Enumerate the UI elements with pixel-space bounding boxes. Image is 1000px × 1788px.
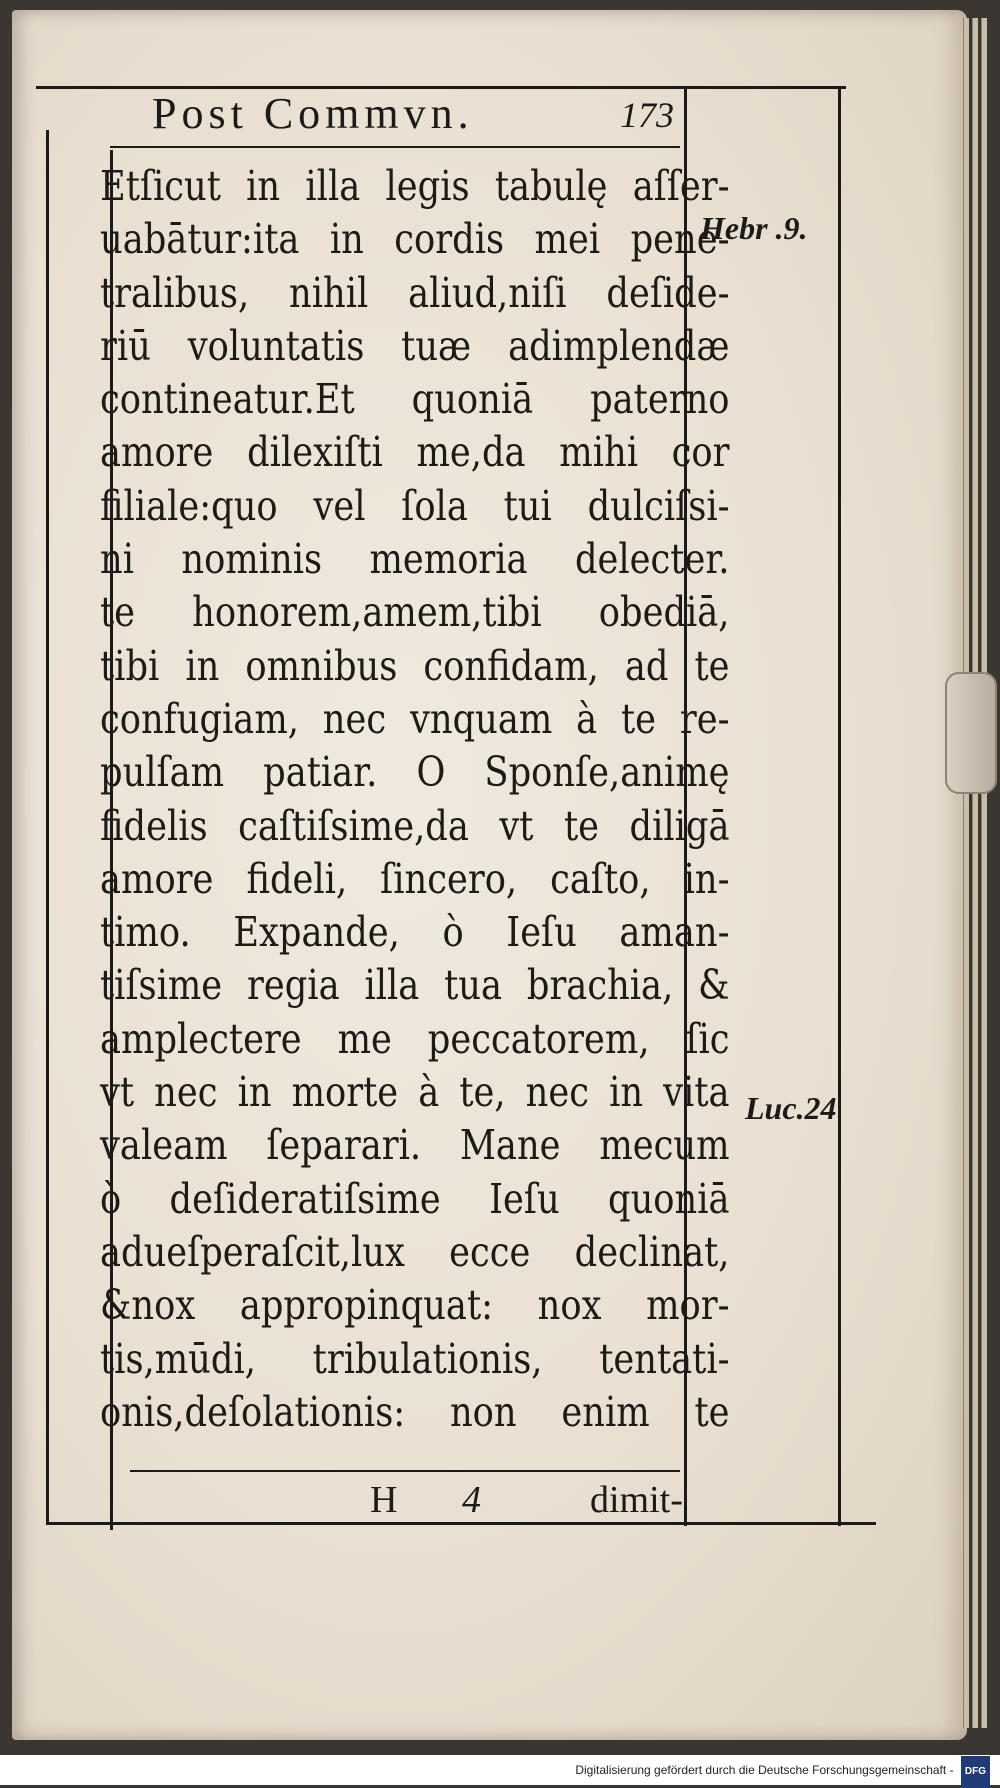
text-line: fidelis caſtiſsime,da vt te diligā [100,801,730,850]
page-edge [981,18,987,1728]
text-line: Etſicut in illa legis tabulę aſſer- [100,162,730,210]
header-underline [110,146,680,148]
text-line: filiale:quo vel ſola tui dulciſsi- [100,481,730,530]
text-line: tralibus, nihil aliud,niſi deſide- [100,268,730,317]
text-line: pulſam patiar. O Sponſe,animę [100,748,730,797]
frame-bottom-rule [46,1522,876,1525]
digitization-banner [0,1755,1000,1785]
text-line: riū voluntatis tuæ adimplendæ [100,321,730,370]
text-line: uabātur:ita in cordis mei pene- [100,215,730,264]
margin-note-luc: Luc.24 [745,1090,837,1126]
body-text [100,160,730,1439]
banner-text: Digitalisierung gefördert durch die Deutsche Forschungsgemeinschaft - [575,1763,954,1777]
text-line: tis,mūdi, tribulationis, tentati- [100,1334,730,1383]
text-line: confugiam, nec vnquam à te re- [100,694,730,743]
text-line: &nox appropinquat: nox mor- [100,1281,730,1330]
text-line: ò deſideratiſsime Ieſu quoniā [100,1174,730,1223]
text-line: amplectere me peccatorem, ſic [100,1014,730,1063]
margin-note-hebr: Hebr .9. [700,210,808,246]
page-edge [963,18,969,1728]
signature-number: 4 [462,1479,481,1521]
page-number: 173 [620,95,674,135]
text-line: tibi in omnibus confidam, ad te [100,641,730,690]
text-line: onis,deſolationis: non enim te [100,1387,730,1436]
text-line: tiſsime regia illa tua brachia, & [100,961,730,1010]
text-line: amore dilexiſti me,da mihi cor [100,428,730,477]
running-title: Post Commvn. [152,89,474,138]
text-line: vt nec in morte à te, nec in vita [100,1068,730,1117]
margin-right-rule [838,86,841,1526]
catchword: dimit- [590,1479,683,1521]
text-line: contineatur.Et quoniā paterno [100,375,730,424]
text-line: timo. Expande, ò Ieſu aman- [100,908,730,957]
frame-left-rule [46,130,49,1525]
dfg-logo: DFG [961,1756,990,1788]
text-line: ni nominis memoria delecter. [100,535,730,584]
footer-rule [130,1470,680,1472]
text-line: valeam ſeparari. Mane mecum [100,1121,730,1170]
text-line: te honorem,amem,tibi obediā, [100,588,730,637]
text-line: amore fideli, ſincero, caſto, in- [100,854,730,903]
page-edge [972,18,978,1728]
text-line: adueſperaſcit,lux ecce declinat, [100,1227,730,1276]
book-clasp [945,672,997,794]
signature-mark: H [370,1479,398,1521]
